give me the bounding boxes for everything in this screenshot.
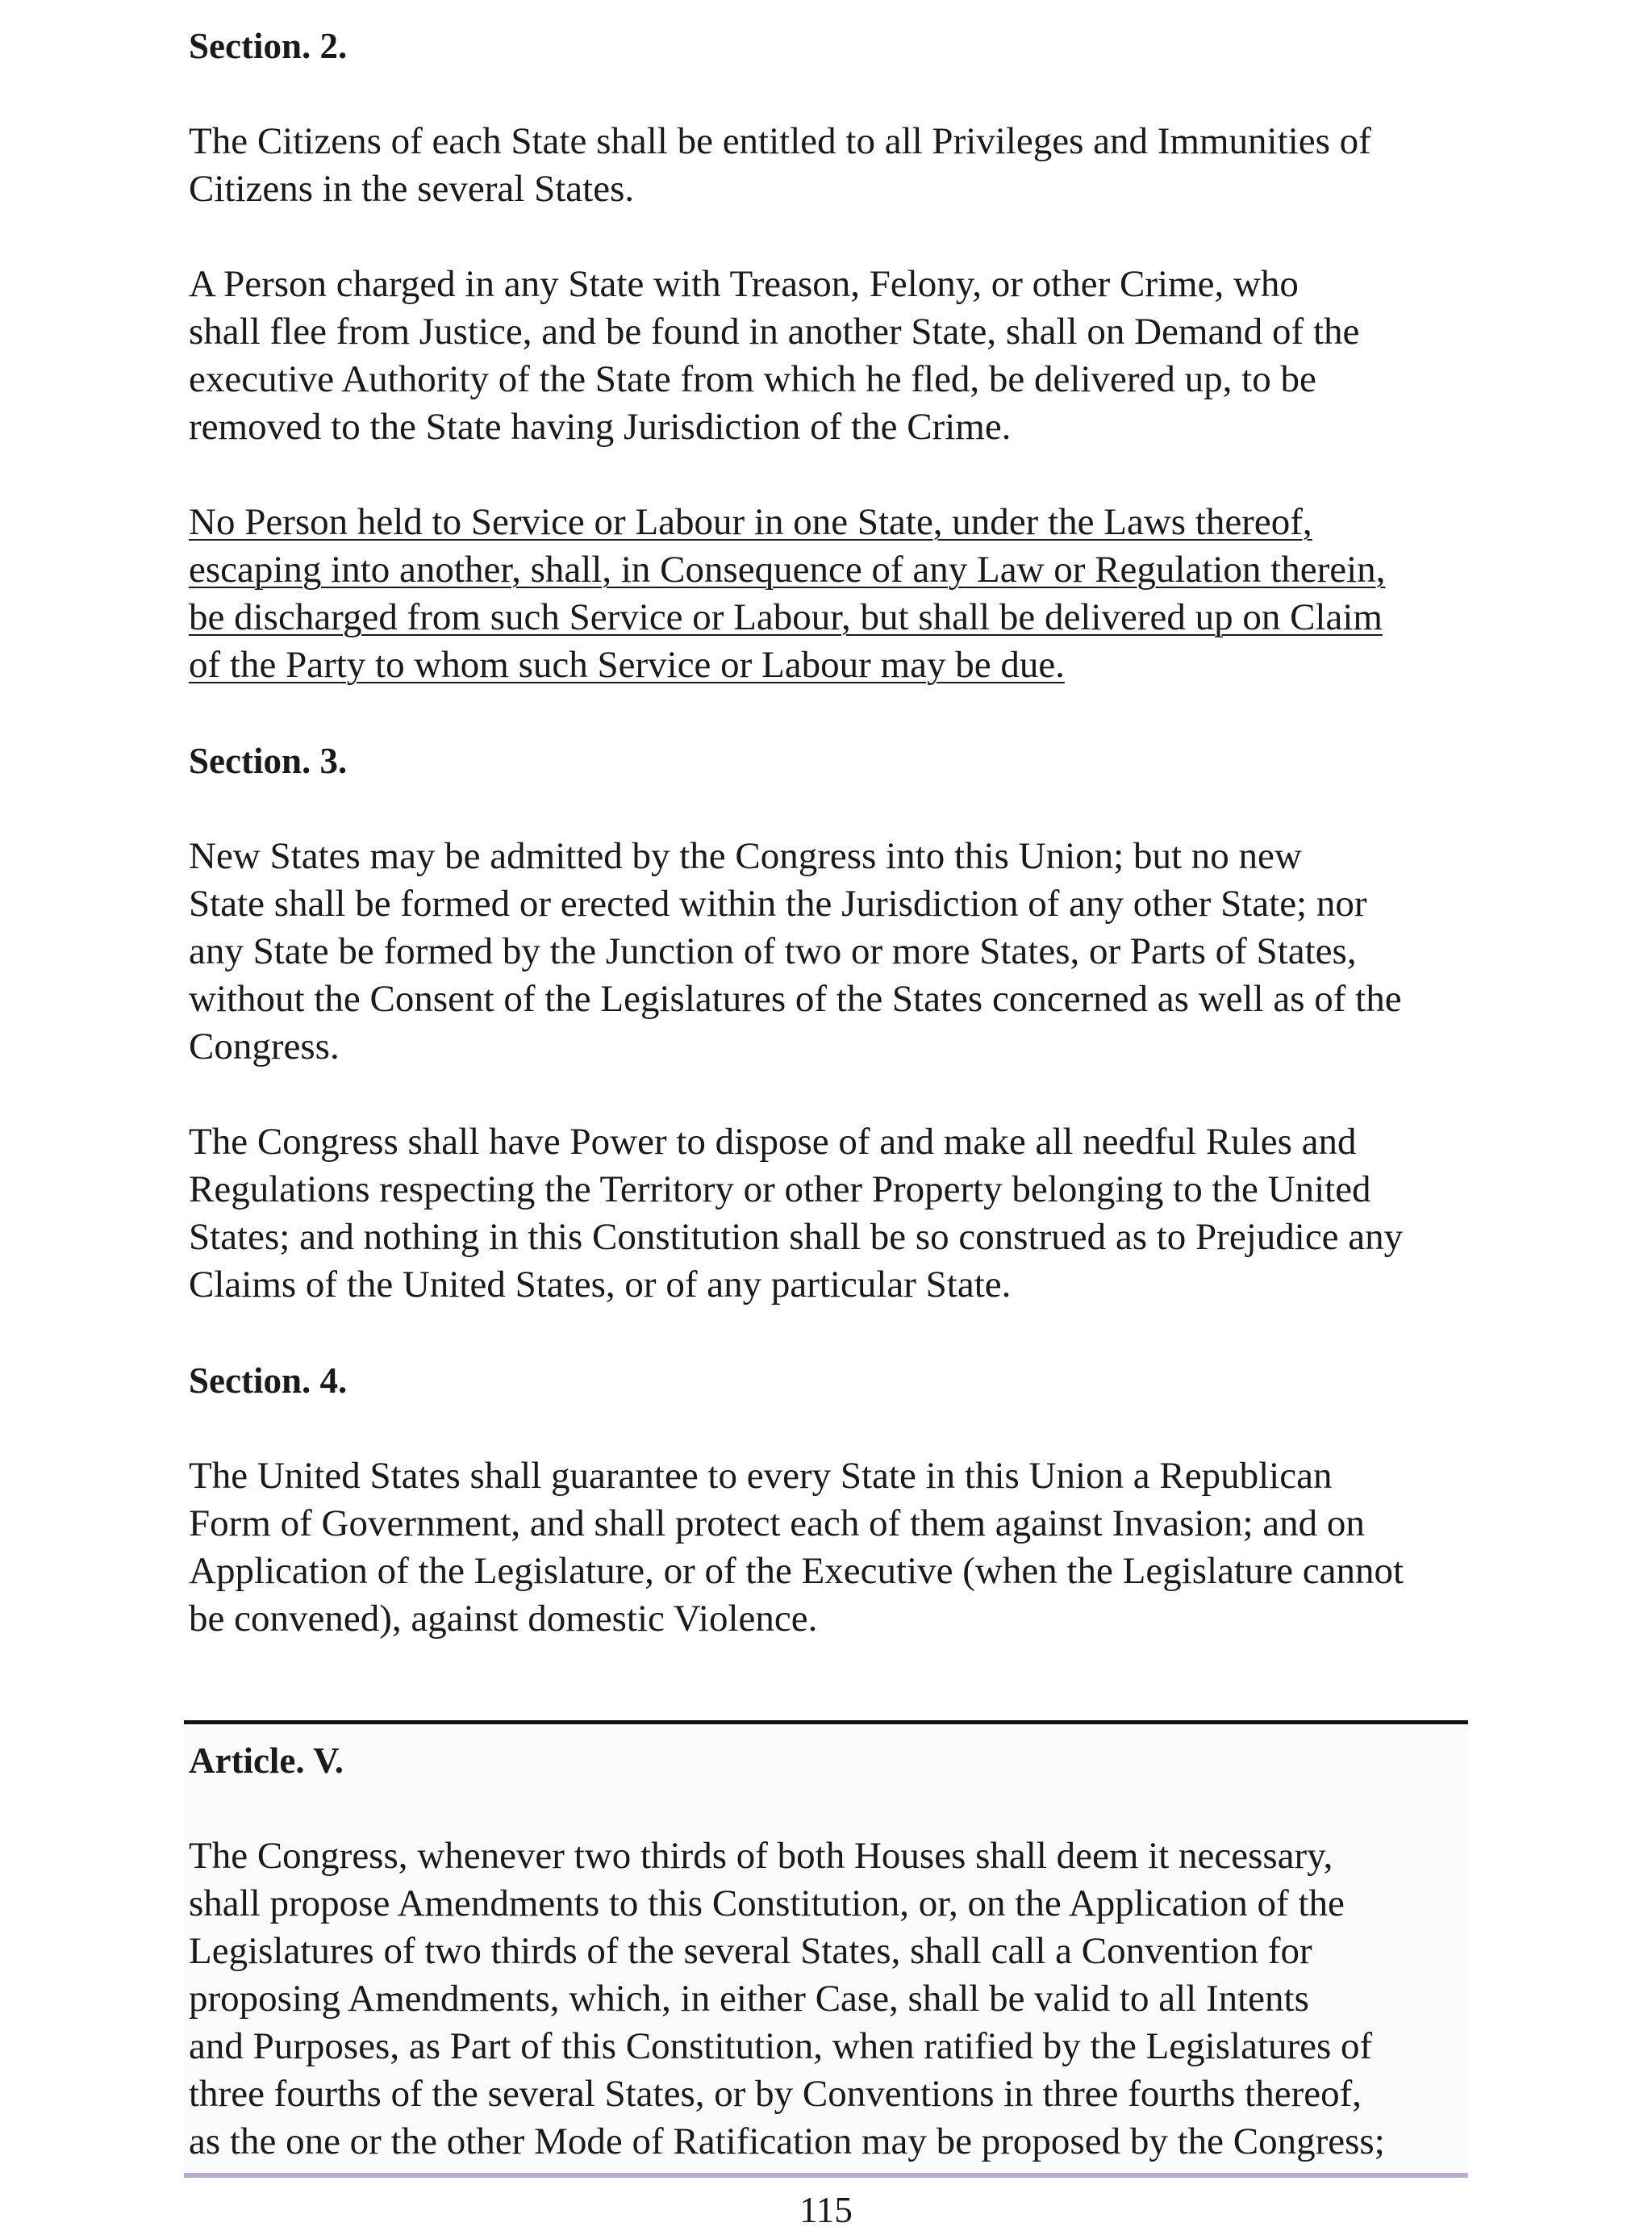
- text-line: without the Consent of the Legislatures of the States concerned as well as of the: [189, 978, 1402, 1020]
- text-line: executive Authority of the State from which he fled, be delivered up, to be: [189, 358, 1316, 400]
- article-5-heading: Article. V.: [189, 1740, 344, 1781]
- text-line: Legislatures of two thirds of the several States, shall call a Convention for: [189, 1930, 1312, 1972]
- text-line: Claims of the United States, or of any particular State.: [189, 1264, 1012, 1306]
- text-line: States; and nothing in this Constitution shall be so construed as to Prejudice any: [189, 1216, 1404, 1258]
- article-5-paragraph-1: [189, 1832, 1385, 2166]
- section-3-paragraph-1: [189, 833, 1402, 1071]
- underlined-text-line: be discharged from such Service or Labour, but shall be delivered up on Claim: [189, 596, 1383, 638]
- section-3-heading: Section. 3.: [189, 741, 348, 781]
- text-line: three fourths of the several States, or by Conventions in three fourths thereof,: [189, 2073, 1362, 2115]
- text-line: State shall be formed or erected within the Jurisdiction of any other State; nor: [189, 883, 1367, 925]
- underlined-text-line: No Person held to Service or Labour in one State, under the Laws thereof,: [189, 501, 1312, 543]
- page-footer-rule: [184, 2173, 1468, 2178]
- text-line: Application of the Legislature, or of the Executive (when the Legislature cannot: [189, 1550, 1404, 1592]
- text-line: New States may be admitted by the Congress into this Union; but no new: [189, 835, 1302, 877]
- underlined-text-line: of the Party to whom such Service or Labour may be due.: [189, 644, 1065, 686]
- text-line: and Purposes, as Part of this Constitution, when ratified by the Legislatures of: [189, 2025, 1373, 2067]
- section-2-heading: Section. 2.: [189, 26, 348, 66]
- text-line: Congress.: [189, 1026, 340, 1067]
- text-line: as the one or the other Mode of Ratification may be proposed by the Congress;: [189, 2120, 1385, 2162]
- page-number: 115: [799, 2190, 853, 2230]
- text-line: shall flee from Justice, and be found in another State, shall on Demand of the: [189, 311, 1360, 353]
- text-line: The Congress shall have Power to dispose of and make all needful Rules and: [189, 1121, 1357, 1163]
- text-line: The Citizens of each State shall be entitled to all Privileges and Immunities of: [189, 120, 1371, 162]
- section-4-paragraph-1: [189, 1452, 1404, 1643]
- section-2-paragraph-1: [189, 118, 1371, 213]
- text-line: shall propose Amendments to this Constitution, or, on the Application of the: [189, 1882, 1345, 1924]
- section-3-paragraph-2: [189, 1118, 1403, 1309]
- text-line: The Congress, whenever two thirds of both Houses shall deem it necessary,: [189, 1835, 1333, 1877]
- text-line: any State be formed by the Junction of two or more States, or Parts of States,: [189, 930, 1357, 972]
- text-line: removed to the State having Jurisdiction of the Crime.: [189, 406, 1012, 448]
- text-line: The United States shall guarantee to every State in this Union a Republican: [189, 1455, 1333, 1497]
- text-line: be convened), against domestic Violence.: [189, 1598, 818, 1640]
- underlined-text-line: escaping into another, shall, in Consequence of any Law or Regulation therein,: [189, 549, 1386, 591]
- section-2-paragraph-3-underlined: [189, 499, 1385, 689]
- section-2-paragraph-2: [189, 261, 1359, 451]
- text-line: Regulations respecting the Territory or other Property belonging to the United: [189, 1168, 1371, 1210]
- text-line: proposing Amendments, which, in either Case, shall be valid to all Intents: [189, 1978, 1309, 2020]
- text-line: Citizens in the several States.: [189, 168, 635, 210]
- text-line: Form of Government, and shall protect each of them against Invasion; and on: [189, 1502, 1365, 1544]
- section-4-heading: Section. 4.: [189, 1360, 348, 1401]
- text-line: A Person charged in any State with Treason, Felony, or other Crime, who: [189, 263, 1299, 305]
